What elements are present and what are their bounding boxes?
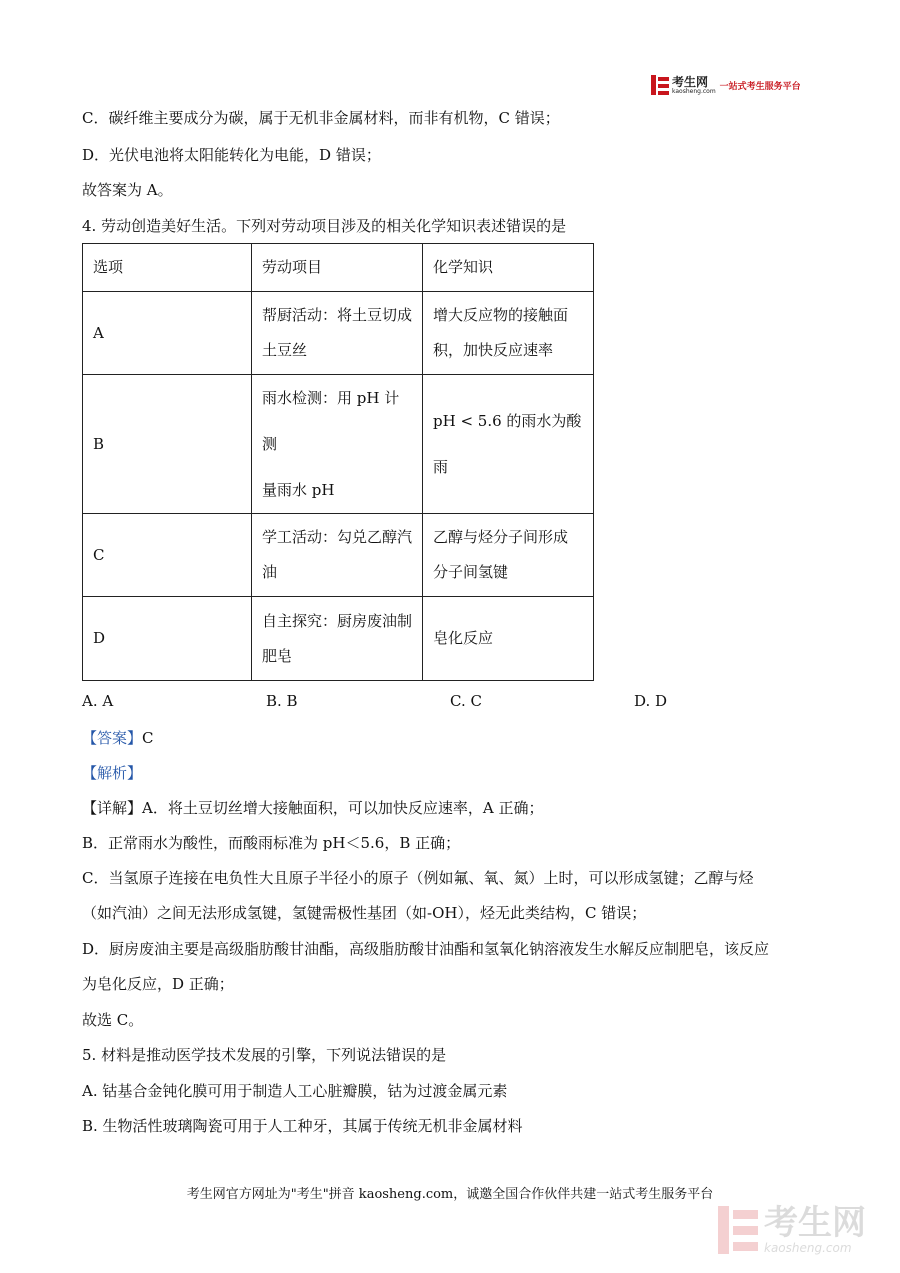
footer-text: 考生网官方网址为"考生"拼音 kaosheng.com，诚邀全国合作伙伴共建一站式考生服务平台 — [186, 1187, 714, 1202]
cell-line: 雨 — [433, 458, 449, 476]
cell-line: 乙醇与烃分子间形成 — [433, 528, 569, 546]
header-logo — [651, 74, 801, 96]
choice-b: B. B — [266, 692, 298, 710]
cell-line: 油 — [262, 563, 278, 581]
table-row — [83, 597, 594, 681]
answer-value: C — [142, 729, 154, 747]
table-header-cell: 选项 — [83, 244, 252, 292]
detail-line: C．当氢原子连接在电负性大且原子半径小的原子（例如氟、氧、氮）上时，可以形成氢键；乙醇与烃 — [82, 869, 754, 887]
cell-line: 肥皂 — [262, 646, 293, 665]
answer-line — [82, 727, 154, 748]
table-cell-option: B — [83, 375, 252, 514]
cell-line: 自主探究：厨房废油制 — [262, 611, 413, 630]
choice-d: D. D — [634, 692, 668, 710]
detail-line: （如汽油）之间无法形成氢键，氢键需极性基团（如-OH），烃无此类结构，C 错误； — [82, 904, 647, 922]
table-row — [83, 514, 594, 597]
cell-line: 帮厨活动：将土豆切成 — [262, 306, 413, 324]
cell-line: 土豆丝 — [262, 341, 308, 359]
logo-cn-text: 考生网 — [672, 74, 709, 89]
table-header-row — [83, 244, 594, 292]
detail-line: B．正常雨水为酸性，而酸雨标准为 pH＜5.6，B 正确； — [82, 834, 461, 852]
detail-text: A．将土豆切丝增大接触面积，可以加快反应速率，A 正确； — [142, 799, 544, 817]
logo-icon — [651, 75, 669, 95]
table-cell-option: C — [83, 514, 252, 597]
question-5-option-b: B. 生物活性玻璃陶瓷可用于人工种牙，其属于传统无机非金属材料 — [82, 1117, 523, 1135]
answer-label: 【答案】 — [82, 729, 143, 747]
cell-line: 增大反应物的接触面 — [433, 306, 569, 324]
cell-line: 皂化反应 — [433, 629, 494, 647]
question-table — [82, 243, 594, 681]
text-line-c: C．碳纤维主要成分为碳，属于无机非金属材料，而非有机物，C 错误； — [82, 109, 560, 127]
analysis-label: 【解析】 — [82, 764, 143, 782]
table-row — [83, 292, 594, 375]
detail-line — [82, 797, 543, 818]
table-cell-knowledge — [423, 514, 594, 597]
question-4-stem: 4. 劳动创造美好生活。下列对劳动项目涉及的相关化学知识表述错误的是 — [82, 217, 567, 235]
watermark-logo-icon — [718, 1206, 758, 1254]
choice-a: A. A — [82, 692, 114, 710]
table-cell-project — [252, 292, 423, 375]
table-header-cell: 劳动项目 — [252, 244, 423, 292]
cell-line: 量雨水 pH — [262, 481, 335, 499]
table-cell-knowledge — [423, 375, 594, 514]
question-5-option-a: A. 钴基合金钝化膜可用于制造人工心脏瓣膜，钴为过渡金属元素 — [82, 1082, 508, 1100]
detail-line: 故选 C。 — [82, 1011, 144, 1029]
watermark — [718, 1203, 866, 1255]
cell-line: 分子间氢键 — [433, 563, 509, 581]
detail-line: 为皂化反应，D 正确； — [82, 975, 234, 993]
cell-line: 雨水检测：用 pH 计测 — [262, 389, 400, 453]
table-cell-project — [252, 375, 423, 514]
watermark-en: kaosheng.com — [764, 1241, 852, 1255]
table-cell-option: A — [83, 292, 252, 375]
logo-slogan: 一站式考生服务平台 — [719, 81, 801, 92]
text-line-answer-prev: 故答案为 A。 — [82, 181, 173, 199]
detail-label: 【详解】 — [82, 799, 143, 817]
table-cell-knowledge — [423, 292, 594, 375]
cell-line: 积，加快反应速率 — [433, 341, 554, 359]
question-5-stem: 5. 材料是推动医学技术发展的引擎，下列说法错误的是 — [82, 1046, 447, 1064]
logo-en-text: kaosheng.com — [672, 87, 716, 95]
table-header-cell: 化学知识 — [423, 244, 594, 292]
choice-c: C. C — [450, 692, 482, 710]
detail-line: D．厨房废油主要是高级脂肪酸甘油酯，高级脂肪酸甘油酯和氢氧化钠溶液发生水解反应制肥皂，该反应 — [82, 940, 770, 958]
cell-line: 学工活动：勾兑乙醇汽 — [262, 528, 413, 546]
table-cell-project — [252, 514, 423, 597]
table-cell-project — [252, 597, 423, 681]
table-row — [83, 375, 594, 514]
text-line-d: D．光伏电池将太阳能转化为电能，D 错误； — [82, 146, 381, 164]
cell-line: pH < 5.6 的雨水为酸 — [433, 412, 582, 430]
table-cell-knowledge — [423, 597, 594, 681]
table-cell-option: D — [83, 597, 252, 681]
watermark-cn: 考生网 — [764, 1203, 866, 1243]
